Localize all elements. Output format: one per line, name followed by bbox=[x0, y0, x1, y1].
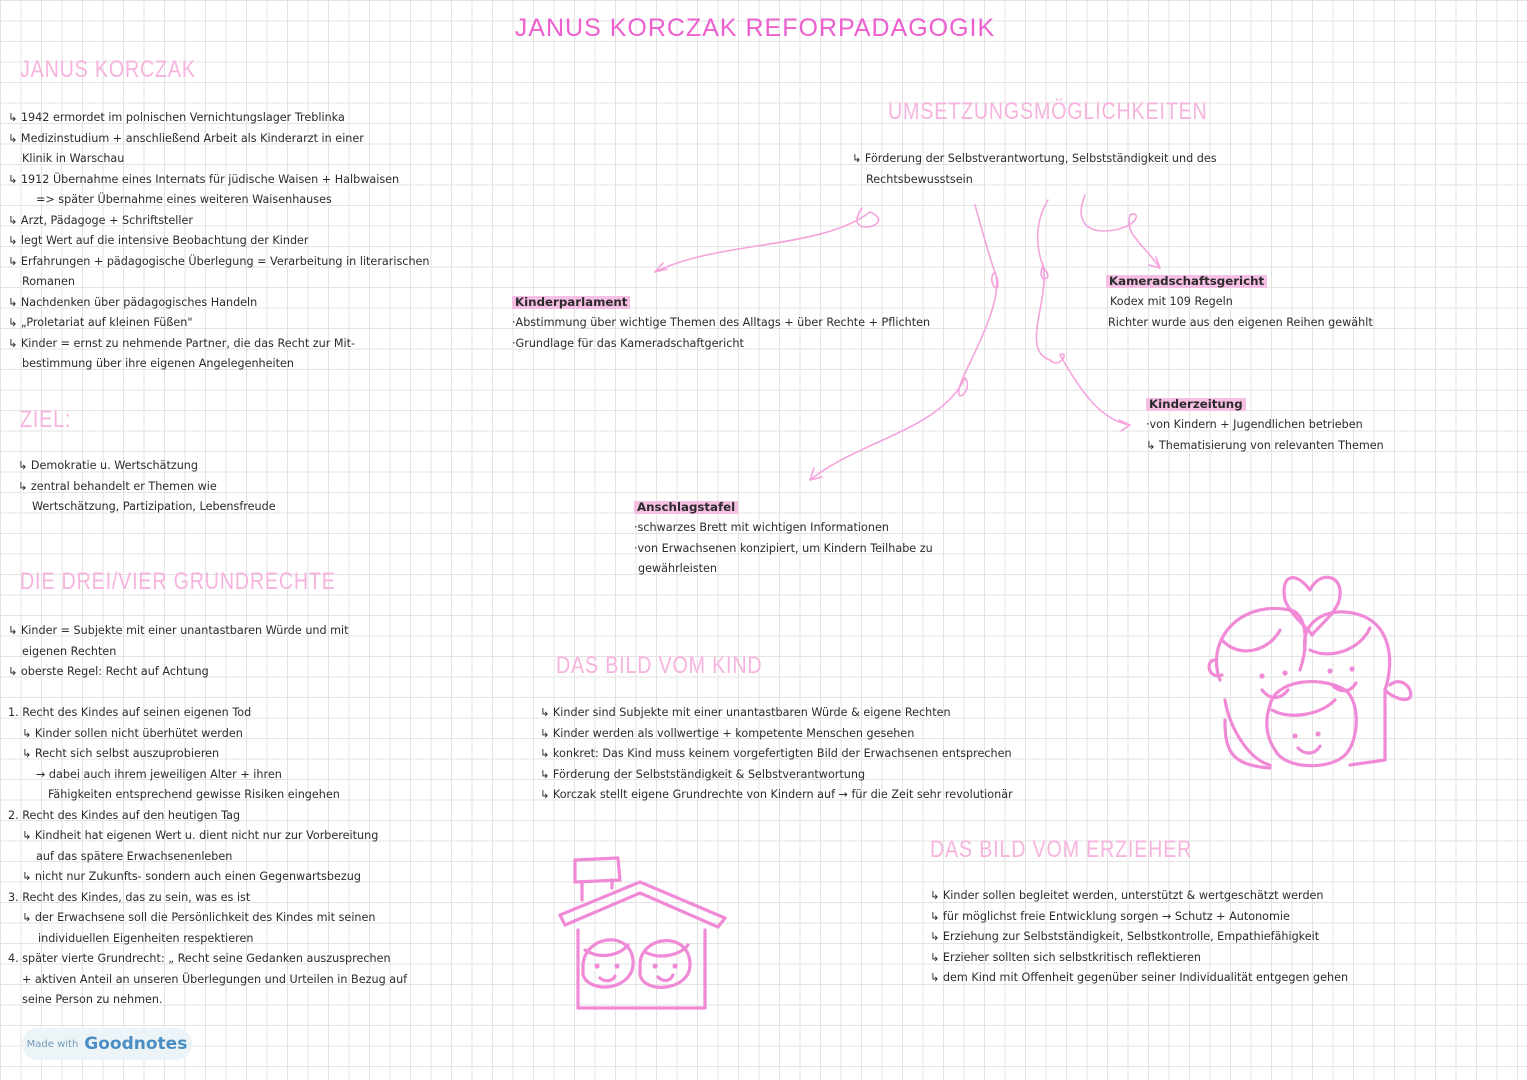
grundrechte-line: ↳ der Erwachsene soll die Persönlichkeit des Kindes mit seinen bbox=[22, 911, 376, 924]
kameradschaftsgericht-block bbox=[1106, 272, 1373, 333]
section-title-ziel: ZIEL: bbox=[20, 406, 72, 433]
grundrechte-line: ↳ Kinder = Subjekte mit einer unantastbaren Würde und mit bbox=[8, 624, 349, 637]
grundrechte-line: eigenen Rechten bbox=[22, 644, 117, 658]
bild-erzieher-line: ↳ Kinder sollen begleitet werden, unterstützt & wertgeschätzt werden bbox=[930, 889, 1324, 902]
kinderzeitung-line: ·von Kindern + Jugendlichen betrieben bbox=[1146, 418, 1363, 431]
made-with-label: Made with bbox=[26, 1038, 79, 1050]
grundrechte-notes bbox=[8, 621, 407, 1011]
page-title: JANUS KORCZAK REFORPADAGOGIK bbox=[514, 14, 996, 42]
janus-line: ↳ Nachdenken über pädagogisches Handeln bbox=[8, 295, 258, 309]
janus-line: ↳ Kinder = ernst zu nehmende Partner, die das Recht zur Mit- bbox=[8, 336, 356, 350]
section-title-umsetzung: UMSETZUNGSMÖGLICHKEITEN bbox=[888, 98, 1208, 125]
grundrechte-line: individuellen Eigenheiten respektieren bbox=[38, 931, 254, 945]
bild-kind-line: ↳ konkret: Das Kind muss keinem vorgefertigten Bild der Erwachsenen entsprechen bbox=[540, 747, 1012, 760]
janus-line: ↳ Medizinstudium + anschließend Arbeit als Kinderarzt in einer bbox=[8, 131, 364, 145]
ziel-line: Wertschätzung, Partizipation, Lebensfreude bbox=[32, 500, 276, 513]
umsetzung-line: Rechtsbewusstsein bbox=[866, 172, 973, 186]
janus-line: ↳ „Proletariat auf kleinen Füßen" bbox=[8, 316, 193, 329]
janus-line: ↳ legt Wert auf die intensive Beobachtung der Kinder bbox=[8, 234, 309, 247]
kinderparlament-heading: Kinderparlament bbox=[512, 296, 630, 309]
arrow-kameradschaftsgericht bbox=[1081, 195, 1160, 268]
grundrechte-line: → dabei auch ihrem jeweiligen Alter + ihren bbox=[36, 767, 282, 781]
bild-erzieher-line: ↳ dem Kind mit Offenheit gegenüber seiner Individualität entgegen gehen bbox=[930, 971, 1349, 984]
bild-kind-notes bbox=[540, 703, 1013, 806]
ziel-line: ↳ zentral behandelt er Themen wie bbox=[18, 479, 217, 493]
bild-erzieher-line: ↳ Erzieher sollten sich selbstkritisch reflektieren bbox=[930, 950, 1201, 964]
ziel-notes bbox=[18, 456, 276, 518]
bild-erzieher-line: ↳ Erziehung zur Selbstständigkeit, Selbstkontrolle, Empathiefähigkeit bbox=[930, 930, 1320, 943]
janus-line: => später Übernahme eines weiteren Waisenhauses bbox=[36, 193, 332, 206]
janus-line: ↳ Arzt, Pädagoge + Schriftsteller bbox=[8, 213, 194, 227]
anschlagstafel-heading: Anschlagstafel bbox=[634, 501, 738, 514]
grundrechte-line: ↳ Kinder sollen nicht überhütet werden bbox=[22, 726, 243, 740]
grundrechte-line: ↳ oberste Regel: Recht auf Achtung bbox=[8, 665, 209, 678]
grundrechte-line: 1. Recht des Kindes auf seinen eigenen Tod bbox=[8, 706, 252, 719]
janus-line: Klinik in Warschau bbox=[22, 152, 125, 165]
bild-erzieher-notes bbox=[930, 886, 1348, 989]
janus-line: Romanen bbox=[22, 275, 75, 288]
family-doodle-icon bbox=[1209, 577, 1411, 768]
grundrechte-line: ↳ Kindheit hat eigenen Wert u. dient nicht nur zur Vorbereitung bbox=[22, 829, 379, 842]
arrow-kinderparlament bbox=[655, 208, 879, 272]
bild-erzieher-line: ↳ für möglichst freie Entwicklung sorgen → Schutz + Autonomie bbox=[930, 909, 1290, 923]
section-title-janus: JANUS KORCZAK bbox=[20, 56, 196, 83]
grundrechte-line: auf das spätere Erwachsenenleben bbox=[36, 849, 233, 863]
kinderzeitung-block bbox=[1146, 395, 1384, 456]
anschlagstafel-block bbox=[634, 498, 933, 580]
umsetzung-notes bbox=[852, 149, 1217, 190]
kinderzeitung-heading: Kinderzeitung bbox=[1146, 398, 1246, 411]
section-title-bild-erzieher: DAS BILD VOM ERZIEHER bbox=[930, 836, 1193, 863]
section-title-grundrechte: DIE DREI/VIER GRUNDRECHTE bbox=[20, 568, 336, 595]
janus-notes bbox=[8, 108, 430, 375]
janus-line: ↳ Erfahrungen + pädagogische Überlegung = Verarbeitung in literarischen bbox=[8, 254, 430, 268]
goodnotes-badge[interactable] bbox=[22, 1028, 192, 1060]
kameradschaftsgericht-line: Richter wurde aus den eigenen Reihen gewählt bbox=[1108, 315, 1373, 329]
bild-kind-line: ↳ Kinder sind Subjekte mit einer unantastbaren Würde & eigene Rechten bbox=[540, 706, 951, 719]
kameradschaftsgericht-heading: Kameradschaftsgericht bbox=[1106, 275, 1267, 288]
grundrechte-line: + aktiven Anteil an unseren Überlegungen und Urteilen in Bezug auf bbox=[22, 972, 408, 986]
section-title-bild-kind: DAS BILD VOM KIND bbox=[556, 652, 763, 679]
anschlagstafel-line: ·schwarzes Brett mit wichtigen Informationen bbox=[634, 521, 889, 534]
anschlagstafel-line: gewährleisten bbox=[638, 562, 717, 575]
bild-kind-line: ↳ Korczak stellt eigene Grundrechte von Kindern auf → für die Zeit sehr revolutionär bbox=[540, 788, 1013, 801]
bild-kind-line: ↳ Förderung der Selbstständigkeit & Selbstverantwortung bbox=[540, 767, 866, 781]
kinderzeitung-line: ↳ Thematisierung von relevanten Themen bbox=[1146, 438, 1384, 452]
kameradschaftsgericht-line: Kodex mit 109 Regeln bbox=[1110, 295, 1233, 308]
janus-line: bestimmung über ihre eigenen Angelegenheiten bbox=[22, 357, 294, 370]
bild-kind-line: ↳ Kinder werden als vollwertige + kompetente Menschen gesehen bbox=[540, 726, 915, 740]
ziel-line: ↳ Demokratie u. Wertschätzung bbox=[18, 459, 198, 472]
grundrechte-line: 2. Recht des Kindes auf den heutigen Tag bbox=[8, 808, 241, 822]
grundrechte-line: seine Person zu nehmen. bbox=[22, 993, 163, 1006]
umsetzung-line: ↳ Förderung der Selbstverantwortung, Selbstständigkeit und des bbox=[852, 152, 1217, 165]
kinderparlament-line: ·Grundlage für das Kameradschaftgericht bbox=[512, 336, 744, 350]
grundrechte-line: ↳ Recht sich selbst auszuprobieren bbox=[22, 747, 220, 760]
anschlagstafel-line: ·von Erwachsenen konzipiert, um Kindern Teilhabe zu bbox=[634, 541, 933, 555]
janus-line: ↳ 1942 ermordet im polnischen Vernichtungslager Treblinka bbox=[8, 111, 345, 124]
grundrechte-line bbox=[8, 683, 407, 704]
goodnotes-logo-text: Goodnotes bbox=[84, 1034, 188, 1054]
grundrechte-line: Fähigkeiten entsprechend gewisse Risiken eingehen bbox=[48, 788, 340, 801]
house-doodle-icon bbox=[560, 858, 725, 1008]
janus-line: ↳ 1912 Übernahme eines Internats für jüdische Waisen + Halbwaisen bbox=[8, 172, 400, 186]
grundrechte-line: ↳ nicht nur Zukunfts- sondern auch einen Gegenwartsbezug bbox=[22, 870, 361, 883]
grundrechte-line: 3. Recht des Kindes, das zu sein, was es ist bbox=[8, 890, 251, 904]
kinderparlament-line: ·Abstimmung über wichtige Themen des Alltags + über Rechte + Pflichten bbox=[512, 316, 931, 329]
kinderparlament-block bbox=[512, 293, 930, 354]
grundrechte-line: 4. später vierte Grundrecht: „ Recht seine Gedanken auszusprechen bbox=[8, 952, 391, 965]
